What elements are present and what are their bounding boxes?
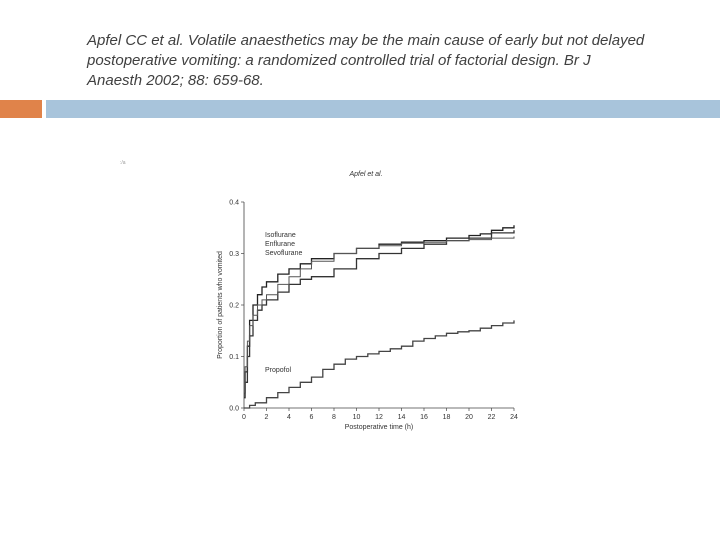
x-tick-label: 10	[352, 414, 361, 421]
x-tick-label: 0	[242, 414, 246, 421]
y-axis-label: Proportion of patients who vomited	[217, 251, 224, 359]
x-tick-label: 14	[397, 414, 406, 421]
x-tick-label: 18	[442, 414, 451, 421]
x-tick-label: 16	[420, 414, 428, 421]
x-tick-label: 2	[264, 414, 269, 421]
citation-text: Apfel CC et al. Volatile anaesthetics may be the main cause of early but not delayed postoperative vomiting: a randomized controlled trial of factorial design. Br J Anaesth 2002; 88: 659-68.	[87, 32, 645, 89]
y-tick-label: 0.1	[229, 354, 239, 361]
accent-bar-orange	[0, 100, 42, 118]
y-tick-label: 0.0	[229, 405, 239, 413]
x-tick-label: 22	[487, 414, 496, 421]
y-tick-label: 0.4	[229, 199, 239, 207]
x-tick-label: 8	[332, 414, 336, 421]
kaplan-meier-chart	[200, 160, 530, 435]
x-tick-label: 6	[309, 414, 314, 421]
series-label-isoflurane: Isoflurane	[265, 232, 296, 239]
x-axis-label: Postoperative time (h)	[344, 424, 414, 431]
page-marker: :/a	[120, 160, 126, 166]
x-tick-label: 20	[465, 414, 473, 421]
x-tick-label: 4	[287, 414, 291, 421]
accent-bar-blue	[46, 100, 720, 118]
series-line-propofol	[244, 320, 514, 408]
x-tick-label: 12	[375, 414, 383, 421]
chart-title: Apfel et al.	[349, 171, 383, 178]
series-label-enflurane: Enflurane	[265, 241, 295, 248]
x-tick-label: 24	[510, 414, 518, 421]
series-label-propofol: Propofol	[265, 367, 292, 374]
series-label-sevoflurane: Sevoflurane	[265, 250, 303, 257]
y-tick-label: 0.2	[229, 302, 239, 310]
y-tick-label: 0.3	[229, 251, 239, 258]
